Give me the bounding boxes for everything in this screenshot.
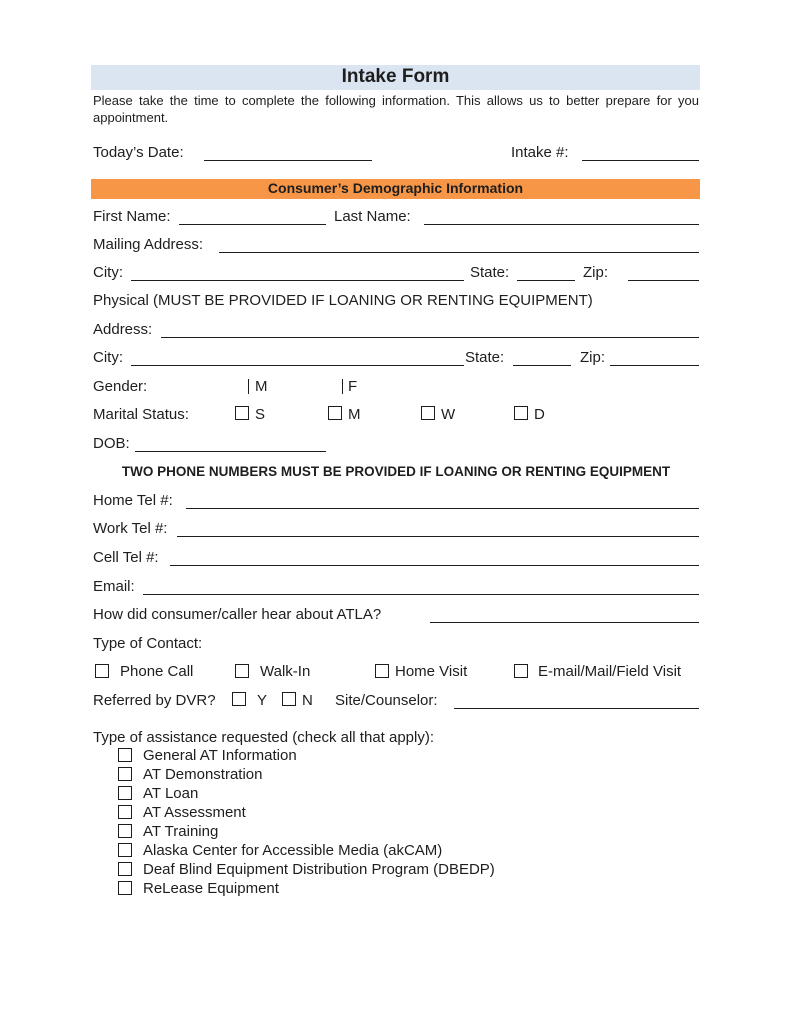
contact-walk-in-checkbox[interactable] <box>235 664 249 678</box>
intake-number-field[interactable] <box>582 160 699 161</box>
contact-walk-in-option: Walk-In <box>260 663 311 680</box>
assistance-loan-option: AT Loan <box>143 785 199 802</box>
first-name-label: First Name: <box>93 208 171 225</box>
email-label: Email: <box>93 578 135 595</box>
marital-d-checkbox[interactable] <box>514 406 528 420</box>
todays-date-field[interactable] <box>204 160 372 161</box>
assistance-akcam-checkbox[interactable] <box>118 843 132 857</box>
dvr-referral-label: Referred by DVR? <box>93 692 216 709</box>
work-tel-field[interactable] <box>177 536 699 537</box>
marital-w-checkbox[interactable] <box>421 406 435 420</box>
assistance-type-label: Type of assistance requested (check all that apply): <box>93 729 435 746</box>
gender-m-marker[interactable] <box>248 379 249 394</box>
assistance-training-checkbox[interactable] <box>118 824 132 838</box>
contact-email-mail-field-visit-option: E-mail/Mail/Field Visit <box>538 663 682 680</box>
assistance-assessment-option: AT Assessment <box>143 804 246 821</box>
physical-address-field[interactable] <box>161 337 699 338</box>
contact-email-mail-field-visit-checkbox[interactable] <box>514 664 528 678</box>
mailing-state-field[interactable] <box>517 280 575 281</box>
physical-address-label: Address: <box>93 321 153 338</box>
email-field[interactable] <box>143 594 699 595</box>
contact-type-label: Type of Contact: <box>93 635 203 652</box>
mailing-address-field[interactable] <box>219 252 699 253</box>
contact-phone-call-checkbox[interactable] <box>95 664 109 678</box>
assistance-release-equipment-option: ReLease Equipment <box>143 880 279 897</box>
assistance-loan-checkbox[interactable] <box>118 786 132 800</box>
marital-w-option: W <box>441 406 456 423</box>
marital-m-checkbox[interactable] <box>328 406 342 420</box>
assistance-release-equipment-checkbox[interactable] <box>118 881 132 895</box>
gender-f-marker[interactable] <box>342 379 343 394</box>
referral-source-field[interactable] <box>430 622 699 623</box>
work-tel-label: Work Tel #: <box>93 520 168 537</box>
assistance-dbedp-option: Deaf Blind Equipment Distribution Program (DBEDP) <box>143 861 495 878</box>
dvr-no-option: N <box>302 692 313 709</box>
referral-source-label: How did consumer/caller hear about ATLA? <box>93 606 382 623</box>
assistance-dbedp-checkbox[interactable] <box>118 862 132 876</box>
assistance-demonstration-checkbox[interactable] <box>118 767 132 781</box>
assistance-akcam-option: Alaska Center for Accessible Media (akCAM) <box>143 842 443 859</box>
gender-f-option: F <box>348 378 358 395</box>
home-tel-field[interactable] <box>186 508 699 509</box>
contact-home-visit-checkbox[interactable] <box>375 664 389 678</box>
physical-state-label: State: <box>465 349 505 366</box>
mailing-zip-field[interactable] <box>628 280 699 281</box>
marital-s-checkbox[interactable] <box>235 406 249 420</box>
physical-address-note: Physical (MUST BE PROVIDED IF LOANING OR RENTING EQUIPMENT) <box>93 292 593 309</box>
mailing-city-label: City: <box>93 264 123 281</box>
dob-field[interactable] <box>135 451 326 452</box>
marital-m-option: M <box>348 406 361 423</box>
gender-label: Gender: <box>93 378 148 395</box>
gender-m-option: M <box>255 378 268 395</box>
assistance-training-option: AT Training <box>143 823 219 840</box>
cell-tel-field[interactable] <box>170 565 699 566</box>
marital-d-option: D <box>534 406 545 423</box>
intake-number-label: Intake #: <box>511 144 569 161</box>
phone-requirement-note: TWO PHONE NUMBERS MUST BE PROVIDED IF LOANING OR RENTING EQUIPMENT <box>121 464 671 479</box>
dvr-yes-checkbox[interactable] <box>232 692 246 706</box>
mailing-zip-label: Zip: <box>583 264 609 281</box>
last-name-label: Last Name: <box>334 208 411 225</box>
section-title: Consumer’s Demographic Information <box>267 180 524 196</box>
site-counselor-label: Site/Counselor: <box>335 692 438 709</box>
assistance-general-at-option: General AT Information <box>143 747 297 764</box>
physical-city-label: City: <box>93 349 123 366</box>
contact-home-visit-option: Home Visit <box>395 663 468 680</box>
form-title: Intake Form <box>341 66 450 87</box>
dvr-no-checkbox[interactable] <box>282 692 296 706</box>
contact-phone-call-option: Phone Call <box>120 663 194 680</box>
marital-status-label: Marital Status: <box>93 406 189 423</box>
physical-state-field[interactable] <box>513 365 571 366</box>
marital-s-option: S <box>255 406 266 423</box>
todays-date-label: Today’s Date: <box>93 144 184 161</box>
last-name-field[interactable] <box>424 224 699 225</box>
intro-text: Please take the time to complete the following information. This allows us to better prepare for you appointment. <box>93 93 699 125</box>
assistance-assessment-checkbox[interactable] <box>118 805 132 819</box>
dvr-yes-option: Y <box>257 692 268 709</box>
assistance-demonstration-option: AT Demonstration <box>143 766 263 783</box>
assistance-general-at-checkbox[interactable] <box>118 748 132 762</box>
mailing-state-label: State: <box>470 264 510 281</box>
site-counselor-field[interactable] <box>454 708 699 709</box>
physical-zip-label: Zip: <box>580 349 606 366</box>
home-tel-label: Home Tel #: <box>93 492 173 509</box>
first-name-field[interactable] <box>179 224 326 225</box>
dob-label: DOB: <box>93 435 130 452</box>
physical-zip-field[interactable] <box>610 365 699 366</box>
mailing-address-label: Mailing Address: <box>93 236 204 253</box>
physical-city-field[interactable] <box>131 365 464 366</box>
mailing-city-field[interactable] <box>131 280 464 281</box>
cell-tel-label: Cell Tel #: <box>93 549 159 566</box>
